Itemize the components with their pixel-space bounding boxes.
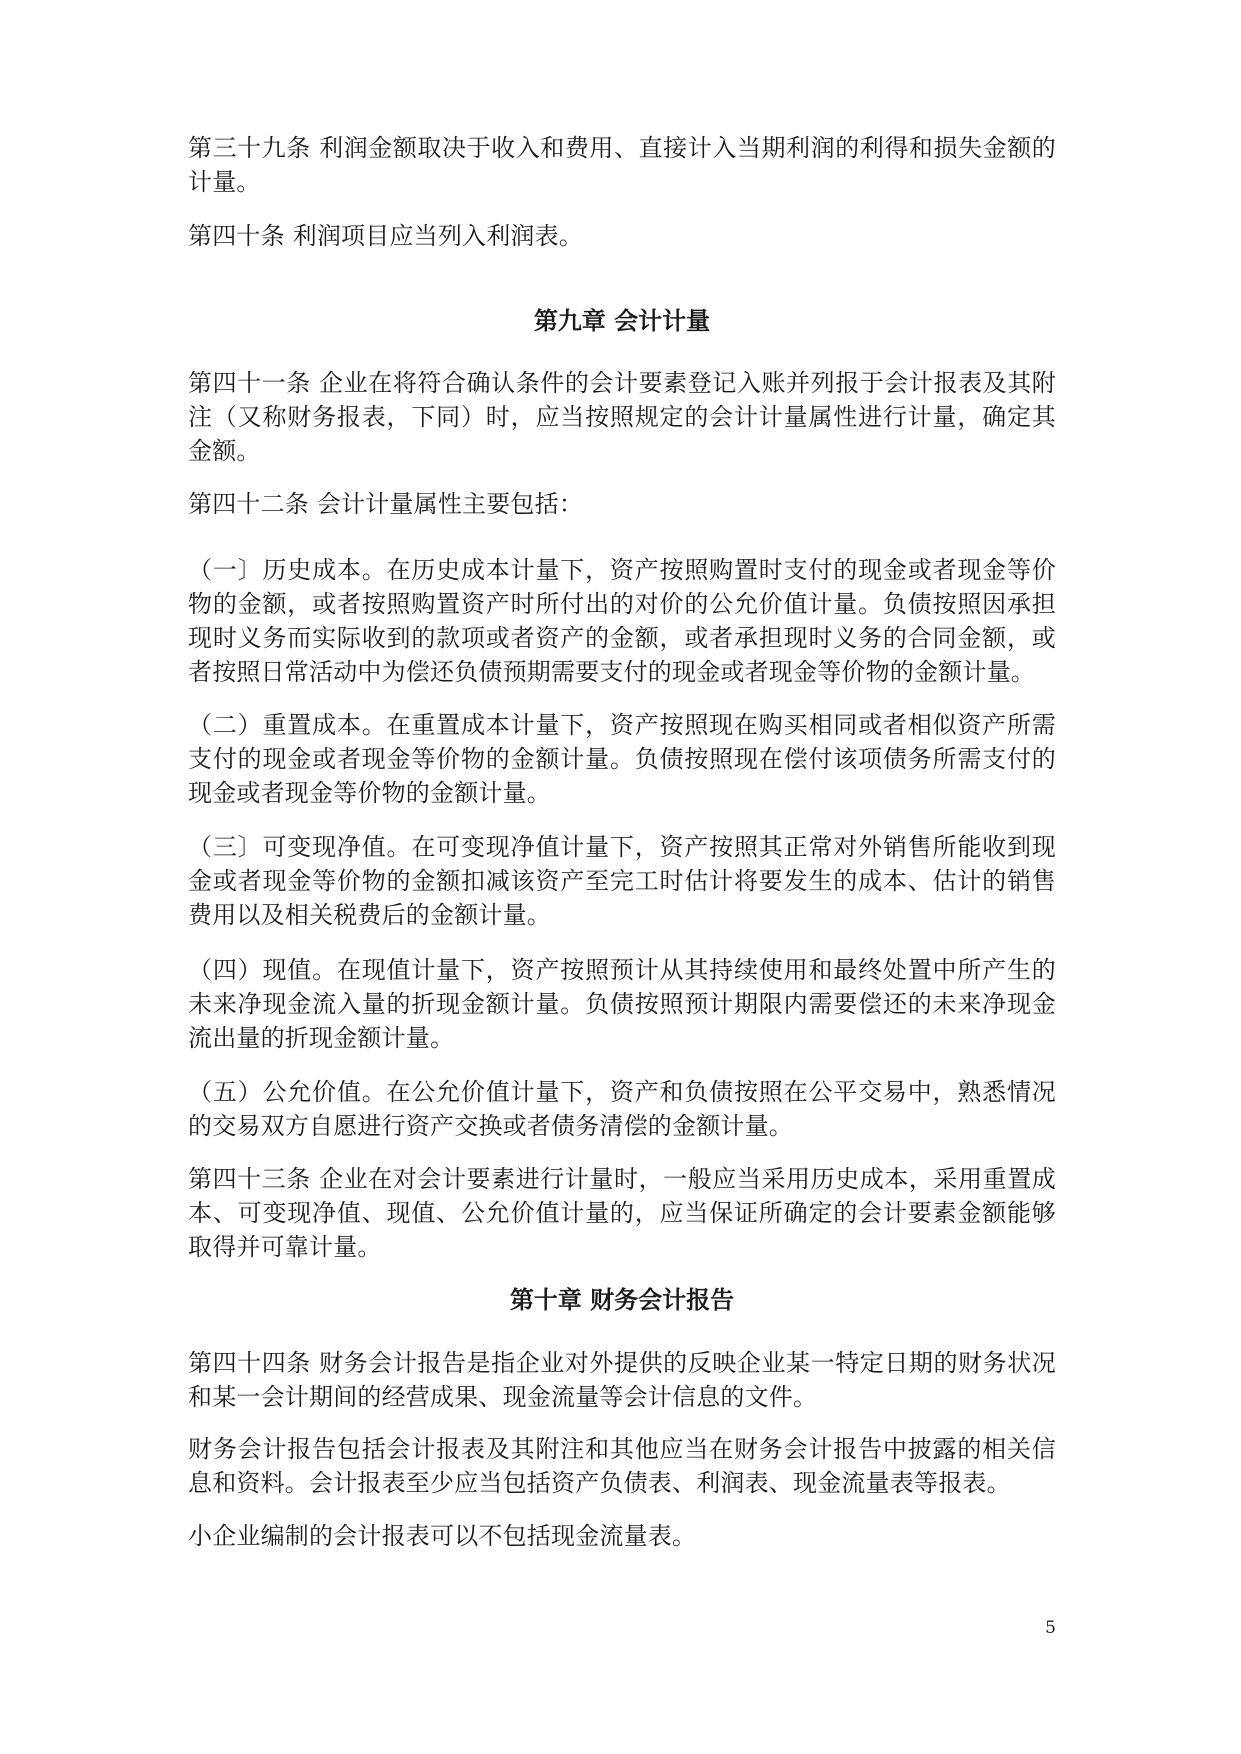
article-40: 第四十条 利润项目应当列入利润表。 (188, 222, 584, 250)
article-42: 第四十二条 会计计量属性主要包括： (188, 490, 584, 518)
item-net-realizable-value: （三〕可变现净值。在可变现净值计量下，资产按照其正常对外销售所能收到现金或者现金等价物的金额扣减该资产至完工时估计将要发生的成本、估计的销售费用以及相关税费后的金额计量。 (188, 833, 1056, 929)
article-41: 第四十一条 企业在将符合确认条件的会计要素登记入账并列报于会计报表及其附注（又称财务报表，下同）时，应当按照规定的会计计量属性进行计量，确定其金额。 (188, 369, 1056, 465)
item-replacement-cost: （二）重置成本。在重置成本计量下，资产按照现在购买相同或者相似资产所需支付的现金或者现金等价物的金额计量。负债按照现在偿付该项债务所需支付的现金或者现金等价物的金额计量。 (188, 711, 1056, 807)
page-number: 5 (1045, 1618, 1056, 1638)
chapter-10-heading: 第十章 财务会计报告 (509, 1286, 735, 1314)
chapter-9-heading: 第九章 会计计量 (533, 307, 711, 335)
article-43: 第四十三条 企业在对会计要素进行计量时，一般应当采用历史成本，采用重置成本、可变现净值、现值、公允价值计量的，应当保证所确定的会计要素金额能够取得并可靠计量。 (188, 1165, 1056, 1261)
report-contents-paragraph: 财务会计报告包括会计报表及其附注和其他应当在财务会计报告中披露的相关信息和资料。会计报表至少应当包括资产负债表、利润表、现金流量表等报表。 (188, 1435, 1056, 1497)
item-present-value: （四）现值。在现值计量下，资产按照预计从其持续使用和最终处置中所产生的未来净现金流入量的折现金额计量。负债按照预计期限内需要偿还的未来净现金流出量的折现金额计量。 (188, 956, 1056, 1052)
article-39: 第三十九条 利润金额取决于收入和费用、直接计入当期利润的利得和损失金额的计量。 (188, 134, 1056, 196)
article-44: 第四十四条 财务会计报告是指企业对外提供的反映企业某一特定日期的财务状况和某一会计期间的经营成果、现金流量等会计信息的文件。 (188, 1349, 1056, 1411)
item-historical-cost: （一〕历史成本。在历史成本计量下，资产按照购置时支付的现金或者现金等价物的金额，或者按照购置资产时所付出的对价的公允价值计量。负债按照因承担现时义务而实际收到的款项或者资产的金额，或者承担现时义务的合同金额，或者按照日常活动中为偿还负债预期需要支付的现金或者现金等价物的金额计量。 (188, 556, 1056, 686)
small-enterprise-paragraph: 小企业编制的会计报表可以不包括现金流量表。 (188, 1522, 697, 1550)
item-fair-value: （五）公允价值。在公允价值计量下，资产和负债按照在公平交易中，熟悉情况的交易双方自愿进行资产交换或者债务清偿的金额计量。 (188, 1078, 1056, 1140)
